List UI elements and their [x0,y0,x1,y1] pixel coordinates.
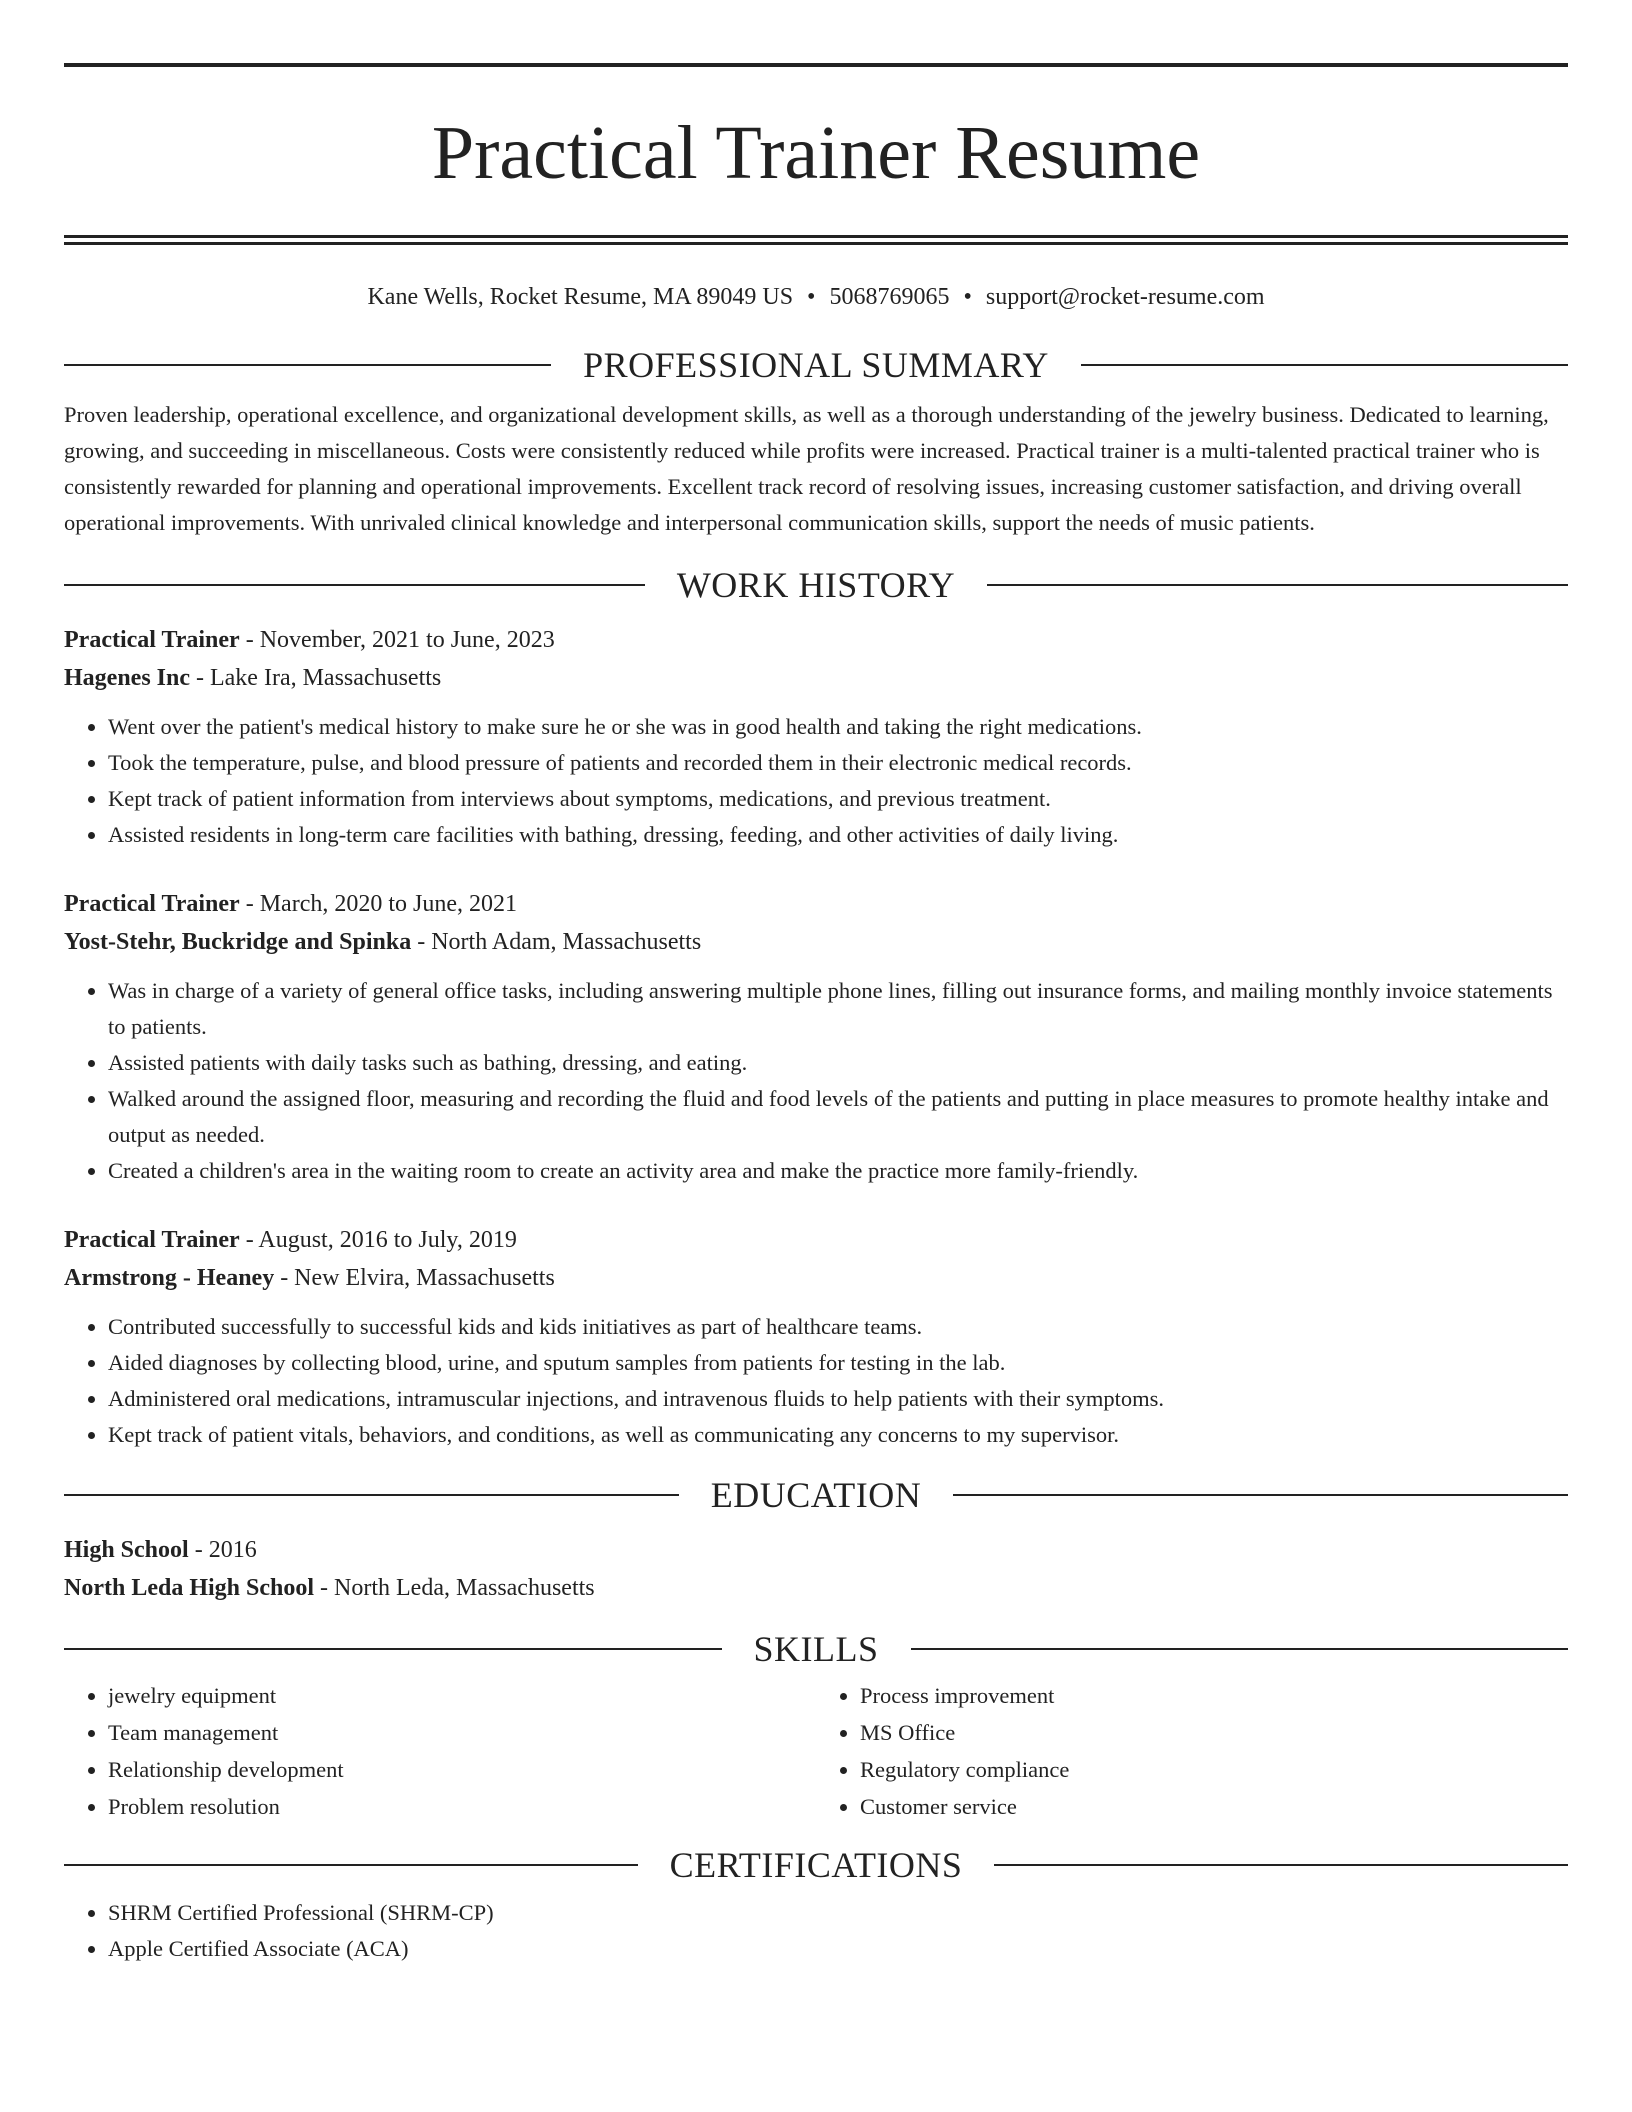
list-item: • Assisted residents in long-term care facilities with bathing, dressing, feeding, and other activities of daily living. [108,817,1568,853]
section-title: PROFESSIONAL SUMMARY [583,345,1049,385]
job-location: - North Adam, Massachusetts [411,929,702,955]
list-item: • Relationship development [108,1751,816,1788]
list-item: • Went over the patient's medical history to make sure he or she was in good health and taking the right medications. [108,709,1568,745]
job-entry [64,621,1568,853]
list-item: • MS Office [860,1714,1568,1751]
skills-list [64,1677,1568,1825]
job-entry [64,885,1568,1189]
job-company-line [64,1259,1568,1297]
list-item: • Problem resolution [108,1788,816,1825]
section-heading-education [64,1473,1568,1517]
job-location: - Lake Ira, Massachusetts [190,665,442,691]
section-heading-certifications [64,1843,1568,1887]
list-item: • Kept track of patient vitals, behaviors, and conditions, as well as communicating any concerns to my supervisor. [108,1417,1568,1453]
list-item: • Kept track of patient information from interviews about symptoms, medications, and previous treatment. [108,781,1568,817]
contact-line [64,281,1568,313]
job-title: Practical Trainer [64,1227,240,1253]
heading-rule-left [64,364,551,366]
job-title: Practical Trainer [64,627,240,653]
contact-address: Kane Wells, Rocket Resume, MA 89049 US [367,284,794,310]
job-bullets [64,709,1568,853]
section-title: CERTIFICATIONS [669,1845,963,1885]
list-item: • Administered oral medications, intramuscular injections, and intravenous fluids to help patients with their symptoms. [108,1381,1568,1417]
section-heading-skills [64,1627,1568,1671]
education-degree: High School [64,1537,189,1563]
section-title: EDUCATION [710,1475,922,1515]
list-item: • Was in charge of a variety of general office tasks, including answering multiple phone lines, filling out insurance forms, and mailing monthly invoice statements to patients. [108,973,1568,1045]
job-company-line [64,923,1568,961]
heading-rule-left [64,1864,638,1866]
certifications-list [64,1895,1568,1967]
job-title-line [64,1221,1568,1259]
job-company: Hagenes Inc [64,665,190,691]
job-company: Armstrong - Heaney [64,1265,275,1291]
list-item: • Regulatory compliance [860,1751,1568,1788]
education-school-line [64,1569,1568,1607]
list-item: • Walked around the assigned floor, measuring and recording the fluid and food levels of the patients and putting in place measures to promote healthy intake and output as needed. [108,1081,1568,1153]
contact-separator: • [807,284,816,310]
job-bullets [64,1309,1568,1453]
job-title: Practical Trainer [64,891,240,917]
job-bullets [64,973,1568,1189]
skills-column-left [64,1677,816,1825]
heading-rule-left [64,1648,722,1650]
job-dates: - November, 2021 to June, 2023 [239,627,555,653]
list-item: • Process improvement [860,1677,1568,1714]
contact-phone: 5068769065 [829,284,950,310]
list-item: • Aided diagnoses by collecting blood, urine, and sputum samples from patients for testing in the lab. [108,1345,1568,1381]
title-double-rule [64,235,1568,245]
list-item: • Assisted patients with daily tasks such as bathing, dressing, and eating. [108,1045,1568,1081]
summary-text: Proven leadership, operational excellence, and organizational development skills, as well as a thorough understanding of the jewelry business. Dedicated to learning, growing, and succeeding in miscellaneous. Costs were consistently reduced while profits were increased. Practical trainer is a multi-talented practical trainer who is consistently rewarded for planning and operational improvements. Excellent track record of resolving issues, increasing customer satisfaction, and driving overall operational improvements. With unrivaled clinical knowledge and interpersonal communication skills, support the needs of music patients. [64,402,1549,535]
section-heading-work-history [64,563,1568,607]
skills-column-right [816,1677,1568,1825]
job-dates: - August, 2016 to July, 2019 [239,1227,517,1253]
education-degree-line [64,1531,1568,1569]
section-heading-summary [64,343,1568,387]
list-item: • Apple Certified Associate (ACA) [108,1931,1568,1967]
heading-rule-left [64,584,645,586]
contact-email: support@rocket-resume.com [985,284,1265,310]
job-title-line [64,621,1568,659]
contact-separator: • [963,284,972,310]
heading-rule-right [987,584,1568,586]
top-rule [64,63,1568,67]
education-school: North Leda High School [64,1575,315,1601]
education-year: - 2016 [188,1537,257,1563]
job-title-line [64,885,1568,923]
heading-rule-right [953,1494,1568,1496]
list-item: • SHRM Certified Professional (SHRM-CP) [108,1895,1568,1931]
education-location: - North Leda, Massachusetts [314,1575,595,1601]
job-dates: - March, 2020 to June, 2021 [239,891,518,917]
list-item: • Created a children's area in the waiting room to create an activity area and make the practice more family-friendly. [108,1153,1568,1189]
list-item: • jewelry equipment [108,1677,816,1714]
page-title: Practical Trainer Resume [431,111,1201,195]
heading-rule-right [911,1648,1569,1650]
list-item: • Team management [108,1714,816,1751]
job-entry [64,1221,1568,1453]
education-entry [64,1531,1568,1607]
job-location: - New Elvira, Massachusetts [274,1265,555,1291]
heading-rule-right [994,1864,1568,1866]
section-title: WORK HISTORY [676,565,956,605]
list-item: • Customer service [860,1788,1568,1825]
heading-rule-right [1081,364,1568,366]
heading-rule-left [64,1494,679,1496]
list-item: • Took the temperature, pulse, and blood pressure of patients and recorded them in their electronic medical records. [108,745,1568,781]
section-title: SKILLS [753,1629,879,1669]
job-company: Yost-Stehr, Buckridge and Spinka [64,929,412,955]
list-item: • Contributed successfully to successful kids and kids initiatives as part of healthcare teams. [108,1309,1568,1345]
job-company-line [64,659,1568,697]
